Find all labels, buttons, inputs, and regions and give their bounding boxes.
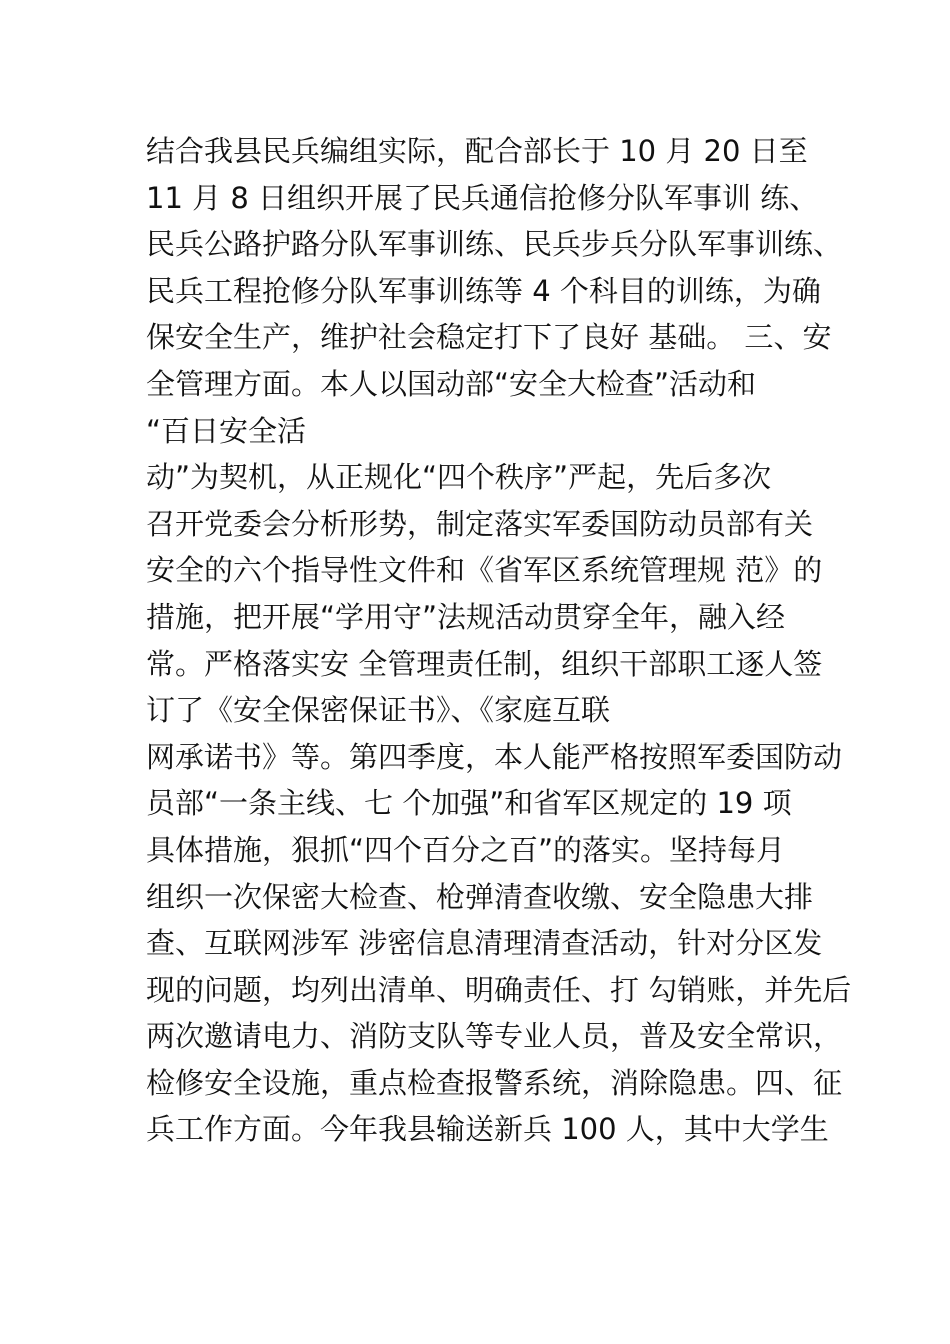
- text-line-8: 动”为契机，从正规化“四个秩序”严起，先后多次: [146, 460, 772, 495]
- text-line-7: “百日安全活: [146, 413, 307, 448]
- text-line-4: 民兵工程抢修分队军事训练等 4 个科目的训练，为确: [146, 273, 821, 308]
- text-line-6: 全管理方面。本人以国动部“安全大检查”活动和: [146, 366, 757, 401]
- text-line-10: 安全的六个指导性文件和《省军区系统管理规 范》的: [146, 553, 823, 588]
- text-line-20: 两次邀请电力、消防支队等专业人员，普及安全常识，: [146, 1019, 843, 1054]
- text-line-16: 具体措施，狠抓“四个百分之百”的落实。坚持每月: [146, 832, 786, 867]
- text-line-14: 网承诺书》等。第四季度，本人能严格按照军委国防动: [146, 739, 843, 774]
- text-line-13: 订了《安全保密保证书》、《家庭互联: [146, 693, 611, 728]
- text-line-12: 常。严格落实安 全管理责任制，组织干部职工逐人签: [146, 646, 823, 681]
- text-line-11: 措施，把开展“学用守”法规活动贯穿全年，融入经: [146, 599, 786, 634]
- text-line-18: 查、互联网涉军 涉密信息清理清查活动，针对分区发: [146, 926, 823, 961]
- text-line-21: 检修安全设施，重点检查报警系统，消除隐患。四、征: [146, 1065, 843, 1100]
- text-line-2: 11 月 8 日组织开展了民兵通信抢修分队军事训 练、: [146, 180, 819, 215]
- body-text: [146, 128, 852, 1153]
- text-line-15: 员部“一条主线、七 个加强”和省军区规定的 19 项: [146, 786, 792, 821]
- text-line-3: 民兵公路护路分队军事训练、民兵步兵分队军事训练、: [146, 227, 843, 262]
- text-line-19: 现的问题，均列出清单、明确责任、打 勾销账，并先后: [146, 972, 852, 1007]
- text-line-17: 组织一次保密大检查、枪弹清查收缴、安全隐患大排: [146, 879, 814, 914]
- text-line-22: 兵工作方面。今年我县输送新兵 100 人，其中大学生: [146, 1112, 829, 1147]
- text-line-5: 保安全生产，维护社会稳定打下了良好 基础。 三、安: [146, 320, 832, 355]
- text-line-1: 结合我县民兵编组实际，配合部长于 10 月 20 日至: [146, 134, 808, 168]
- text-line-9: 召开党委会分析形势，制定落实军委国防动员部有关: [146, 506, 814, 541]
